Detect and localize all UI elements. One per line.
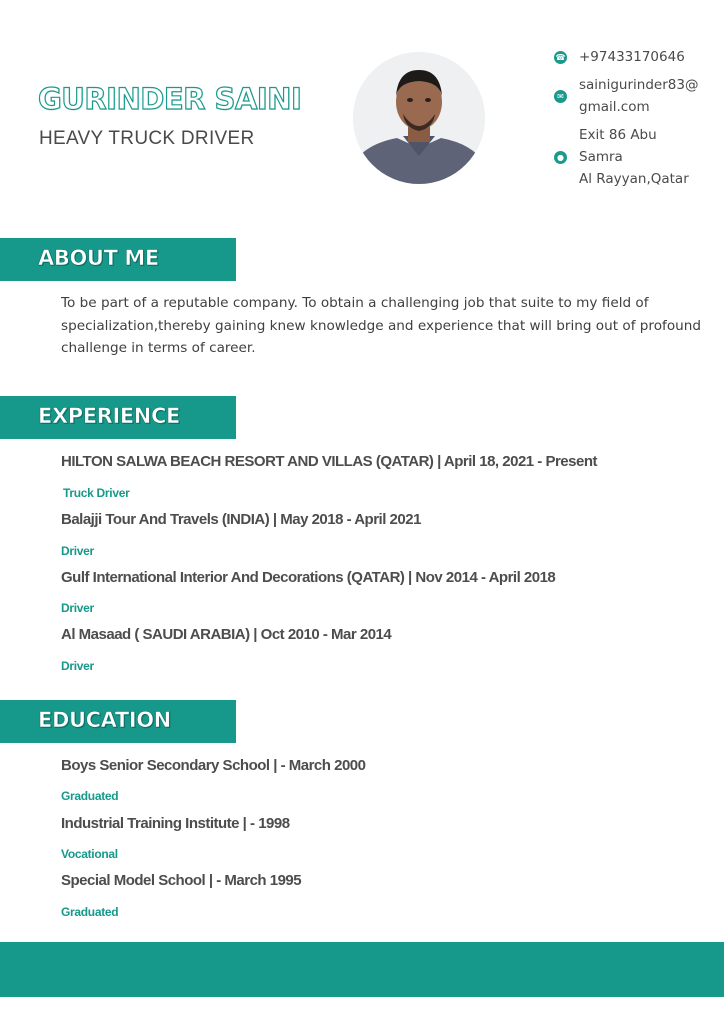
about-heading: ABOUT ME <box>38 246 159 270</box>
experience-entry-role: Driver <box>61 659 94 673</box>
experience-entry-heading: Balajji Tour And Travels (INDIA) | May 2018 - April 2021 <box>61 511 421 528</box>
contact-email <box>552 74 720 118</box>
profile-photo <box>353 52 485 184</box>
education-entry-heading: Boys Senior Secondary School | - March 2000 <box>61 757 366 774</box>
person-photo-icon <box>353 52 485 184</box>
phone-icon: ☎ <box>555 53 566 62</box>
education-entry-status: Graduated <box>61 789 119 803</box>
location-icon: ● <box>554 151 567 164</box>
footer-band <box>0 942 724 997</box>
contact-phone <box>552 46 720 68</box>
experience-section-band <box>0 396 236 439</box>
experience-entry-role: Truck Driver <box>63 486 130 500</box>
contact-block <box>552 46 720 196</box>
contact-address <box>552 124 720 190</box>
email-line-1: sainigurinder83@ <box>579 77 699 93</box>
job-title: HEAVY TRUCK DRIVER <box>39 128 255 149</box>
experience-entry-role: Driver <box>61 544 94 558</box>
address-line-1: Exit 86 Abu <box>579 127 657 143</box>
experience-entry-role: Driver <box>61 601 94 615</box>
education-entry-status: Graduated <box>61 905 119 919</box>
email-icon: ✉ <box>554 90 567 103</box>
education-entry-heading: Special Model School | - March 1995 <box>61 872 302 889</box>
candidate-name: GURINDER SAINI <box>38 82 302 116</box>
education-entry-heading: Industrial Training Institute | - 1998 <box>61 815 290 832</box>
experience-heading: EXPERIENCE <box>38 404 180 428</box>
about-text: To be part of a reputable company. To obtain a challenging job that suite to my field of specialization,thereby gaining knew knowledge and experience that will bring out of profound challenge in terms of career. <box>61 295 702 356</box>
education-entry-status: Vocational <box>61 847 118 861</box>
address-line-2: Samra <box>579 149 623 165</box>
experience-entry-heading: Gulf International Interior And Decorations (QATAR) | Nov 2014 - April 2018 <box>61 569 556 586</box>
experience-entry-heading: Al Masaad ( SAUDI ARABIA) | Oct 2010 - Mar 2014 <box>61 626 392 643</box>
email-line-2: gmail.com <box>579 99 650 115</box>
education-section-band <box>0 700 236 743</box>
about-section-band <box>0 238 236 281</box>
education-heading: EDUCATION <box>38 708 171 732</box>
phone-text: +97433170646 <box>579 49 685 65</box>
experience-entry-heading: HILTON SALWA BEACH RESORT AND VILLAS (QATAR) | April 18, 2021 - Present <box>61 453 597 470</box>
address-line-3: Al Rayyan,Qatar <box>579 171 689 187</box>
